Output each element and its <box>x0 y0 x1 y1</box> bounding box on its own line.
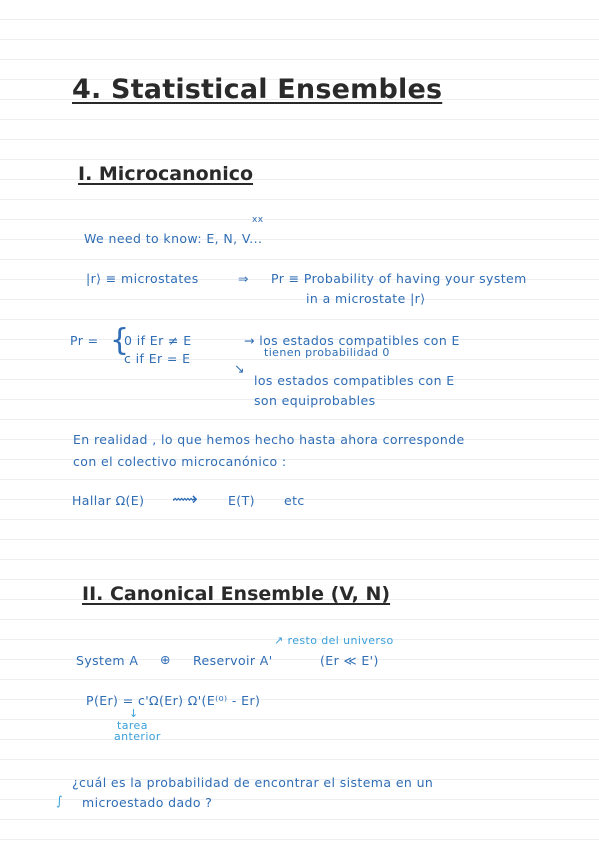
etc-label: etc <box>284 493 305 508</box>
need-to-know-line: We need to know: E, N, V... <box>84 231 263 246</box>
section-heading-canonical: II. Canonical Ensemble (V, N) <box>82 583 391 605</box>
oplus-symbol: ⊕ <box>160 652 171 667</box>
realidad-line2: con el colectivo microcanónico : <box>73 454 287 469</box>
note-compatible-line1: los estados compatibles con E <box>254 373 455 388</box>
energy-condition: (Er ≪ E') <box>320 653 379 668</box>
note-arrow-icon: ↘ <box>234 361 245 376</box>
note-incompatible-line1: → los estados compatibles con E <box>244 333 460 348</box>
reservoir-label: Reservoir A' <box>193 653 273 668</box>
probability-definition-line2: in a microstate |r⟩ <box>306 291 426 306</box>
page-title: 4. Statistical Ensembles <box>72 74 443 105</box>
case-incompatible: 0 if Er ≠ E <box>124 333 192 348</box>
tarea-note-line1: tarea <box>117 719 148 732</box>
pr-equals-label: Pr = <box>70 333 99 348</box>
question-line2: microestado dado ? <box>82 795 213 810</box>
realidad-line1: En realidad , lo que hemos hecho hasta ahora corresponde <box>73 432 465 447</box>
tarea-note-line2: anterior <box>114 730 161 743</box>
case-compatible: c if Er = E <box>124 351 191 366</box>
note-incompatible-line2: tienen probabilidad 0 <box>264 346 390 359</box>
brace-symbol: { <box>110 323 130 358</box>
implies-arrow: ⇒ <box>238 271 249 286</box>
e-of-t: E(T) <box>228 493 255 508</box>
margin-mark: ∫ <box>56 793 63 808</box>
hallar-omega: Hallar Ω(E) <box>72 493 145 508</box>
note-compatible-line2: son equiprobables <box>254 393 376 408</box>
down-arrow-icon: ↓ <box>129 707 139 720</box>
question-line1: ¿cuál es la probabilidad de encontrar el sistema en un <box>72 775 434 790</box>
system-a-label: System A <box>76 653 139 668</box>
probability-definition-line1: Pr ≡ Probability of having your system <box>271 271 527 286</box>
resto-universo-note: ↗ resto del universo <box>274 634 394 647</box>
squiggle-arrow-icon: ⟿ <box>172 489 199 510</box>
p-er-equation: P(Er) = c'Ω(Er) Ω'(E⁽⁰⁾ - Er) <box>86 693 261 708</box>
xx-mark: xx <box>252 215 264 225</box>
section-heading-microcanonico: I. Microcanonico <box>78 163 254 185</box>
microstates-definition: |r⟩ ≡ microstates <box>86 271 199 286</box>
